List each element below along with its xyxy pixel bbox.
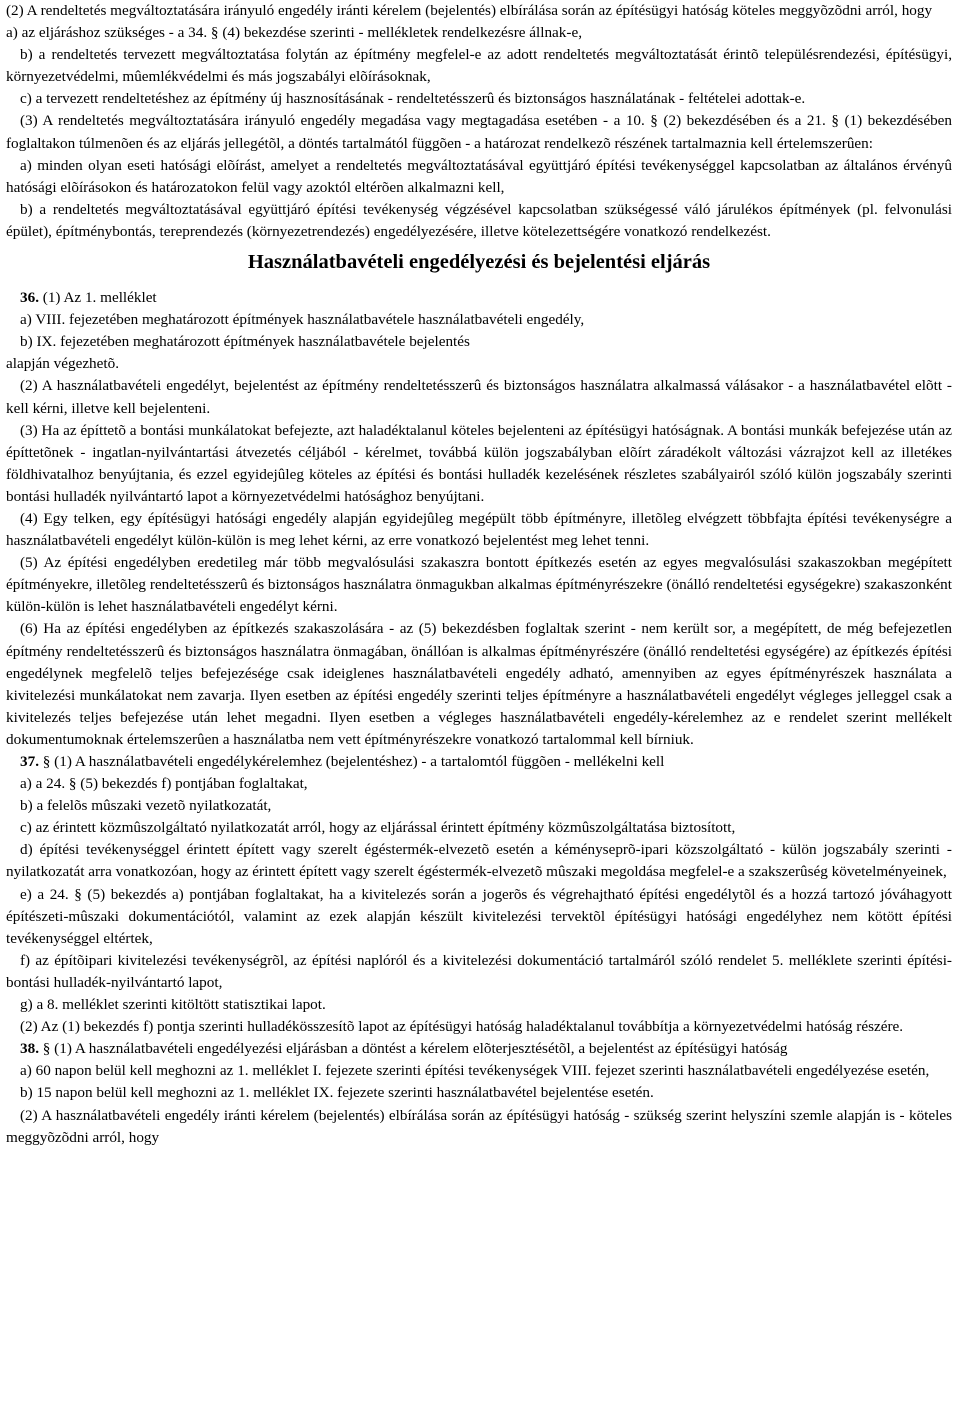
paragraph: (3) Ha az építtetõ a bontási munkálatokat befejezte, azt haladéktalanul köteles bejelenteni az építésügyi hatóságnak. A bontási munkák befejezése után az építtetõnek - ingatlan-nyilvántartási átvezetés céljából - kérelmet, továbbá külön jogszabályban elõírt záradékolt változási vázrajzot kell az illetékes földhivatalhoz benyújtania, és ezzel egyidejûleg köteles az építési és bontási hulladék kezelésének részletes szabályairól szóló külön jogszabály szerinti bontási hulladék nyilvántartó lapot a környezetvédelmi hatósághoz benyújtani.	[6, 421, 952, 505]
paragraph: b) a rendeltetés tervezett megváltoztatása folytán az építmény megfelel-e az adott rendeltetés megváltoztatását érintõ településrendezési, építésügyi, környezetvédelmi, mûemlékvédelmi és más jogszabályi elõírásoknak,	[6, 46, 952, 86]
bottom-section	[6, 287, 952, 1149]
paragraph: (2) A használatbavételi engedélyt, bejelentést az építmény rendeltetésszerû és biztonságos használatra alkalmassá válásakor - a használatbavétel elõtt - kell kérni, illetve kell bejelenteni.	[6, 377, 952, 417]
paragraph	[6, 751, 952, 773]
paragraph	[6, 287, 952, 309]
paragraph	[6, 1038, 952, 1060]
paragraph-text: § (1) A használatbavételi engedélykérelemhez (bejelentéshez) - a tartalomtól függõen - mellékelni kell	[38, 753, 665, 770]
paragraph: a) a 24. § (5) bekezdés f) pontjában foglaltakat,	[20, 775, 308, 793]
paragraph: a) az eljáráshoz szükséges - a 34. § (4) bekezdése szerinti - mellékletek rendelkezésre állnak-e,	[6, 24, 582, 42]
paragraph: (2) Az (1) bekezdés f) pontja szerinti hulladékösszesítõ lapot az építésügyi hatóság haladéktalanul továbbítja a környezetvédelmi hatóság részére.	[20, 1018, 904, 1036]
paragraph: (5) Az építési engedélyben eredetileg már több megvalósulási szakaszra bontott építkezés esetén az egyes megvalósulási szakaszokban megépített építményekre, illetõleg rendeltetésszerû és biztonságos használatra önmagukban alkalmas építményrészekre (önálló rendeltetési egységekre) szakaszonként külön-külön is lehet használatbavételi engedélyt kérni.	[6, 554, 952, 616]
paragraph: e) a 24. § (5) bekezdés a) pontjában foglaltakat, ha a kivitelezés során a jogerõs és végrehajtható építési engedélytõl és a hozzá tartozó jóváhagyott építészeti-mûszaki dokumentációtól, valamint az ezek alapján készült kivitelezési tervektõl építésügyi hatósági engedélyhez nem kötött építési tevékenységgel eltértek,	[6, 885, 952, 947]
paragraph: g) a 8. melléklet szerinti kitöltött statisztikai lapot.	[20, 996, 326, 1014]
paragraph: b) a rendeltetés megváltoztatásával együttjáró építési tevékenység végzésével kapcsolatban szükségessé váló járulékos építmények (pl. felvonulási épület), építménybontás, tereprendezés (környezetrendezés) engedélyezésére, illetve kötelezettségére vonatkozó rendelkezést.	[6, 200, 952, 240]
paragraph: (6) Ha az építési engedélyben az építkezés szakaszolására - az (5) bekezdésben foglaltak szerint - nem került sor, a megépített, de még befejezetlen építmény rendeltetésszerû és biztonságos használatra önmagában, önállóan is alkalmas építményrészére (önálló rendeltetési egységére) az építkezés építési engedélynek megfelelõ teljes befejezésége csak ideiglenes használatbavételi engedély adható, amennyiben az egyes építményrészek használata a kivitelezési munkálatokat nem zavarja. Ilyen esetben az építési engedély szerinti teljes építményre a használatbavételi engedélyt végleges jelleggel csak a kivitelezés teljes befejezése után lehet megadni. Ilyen esetben a végleges használatbavételi engedély-kérelemhez az e rendelet szerint mellékelt dokumentumoknak értelemszerûen a használatba nem vett építményrészekre vonatkozó tartalommal kell bírniuk.	[6, 620, 952, 748]
section-number: 38.	[20, 1040, 39, 1058]
paragraph: (3) A rendeltetés megváltoztatására irányuló engedély megadása vagy megtagadása esetében - a 10. § (2) bekezdésében és a 21. § (1) bekezdésében foglaltakon túlmenõen és az eljárás jellegétõl, a döntés tartalmától függõen - a határozat rendelkezõ részének tartalmaznia kell értelemszerûen:	[6, 112, 952, 152]
paragraph: d) építési tevékenységgel érintett épített vagy szerelt égéstermék-elvezetõ esetén a kéményseprõ-ipari közszolgáltató - külön jogszabály szerinti - nyilatkozatát arra vonatkozóan, hogy az érintett épített vagy szerelt égéstermék-elvezetõ mûszaki megoldása megfelel-e a szakszerûség követelményeinek,	[6, 841, 952, 881]
paragraph: (4) Egy telken, egy építésügyi hatósági engedély alapján egyidejûleg megépült több építményre, illetõleg elvégzett többfajta építési tevékenységre a használatbavételi engedélyt külön-külön is meg lehet kérni, az erre vonatkozó bejelentést meg lehet tenni.	[6, 509, 952, 550]
paragraph-text: § (1) A használatbavételi engedélyezési eljárásban a döntést a kérelem elõterjesztésétõl, a bejelentést az építésügyi hatóság	[38, 1040, 788, 1058]
paragraph: b) 15 napon belül kell meghozni az 1. melléklet IX. fejezete szerinti használatbavétel bejelentése esetén.	[20, 1084, 654, 1102]
paragraph: alapján végezhetõ.	[6, 355, 120, 373]
paragraph: f) az építõipari kivitelezési tevékenységrõl, az építési naplóról és a kivitelezési dokumentáció tartalmáról szóló rendelet 5. melléklete szerinti építési-bontási hulladék-nyilvántartó lapot,	[6, 951, 952, 991]
paragraph: (2) A használatbavételi engedély iránti kérelem (bejelentés) elbírálása során az építésügyi hatóság - szükség szerint helyszíni szemle alapján is - köteles meggyõzõdni arról, hogy	[6, 1106, 952, 1146]
section-heading: Használatbavételi engedélyezési és bejelentési eljárás	[247, 251, 711, 274]
paragraph: c) a tervezett rendeltetéshez az építmény új hasznosításának - rendeltetésszerû és biztonságos használatának - feltételei adottak-e.	[20, 90, 806, 108]
paragraph: c) az érintett közmûszolgáltató nyilatkozatát arról, hogy az eljárással érintett építmény közmûszolgáltatása biztosított,	[20, 819, 736, 837]
paragraph: a) 60 napon belül kell meghozni az 1. melléklet I. fejezete szerinti építési tevékenységek VIII. fejezet szerinti használatbavételi engedélyezése esetén,	[20, 1062, 930, 1080]
section-number: 36.	[20, 289, 39, 307]
top-section	[6, 0, 952, 243]
paragraph: (2) A rendeltetés megváltoztatására irányuló engedély iránti kérelem (bejelentés) elbírálása során az építésügyi hatóság köteles meggyõzõdni arról, hogy	[6, 2, 933, 19]
paragraph-text: (1) Az 1. melléklet	[38, 289, 157, 307]
section-number: 37.	[20, 753, 39, 770]
paragraph: b) a felelõs mûszaki vezetõ nyilatkozatát,	[20, 797, 272, 815]
paragraph: a) minden olyan eseti hatósági elõírást, amelyet a rendeltetés megváltoztatásával együttjáró építési tevékenységgel kapcsolatban az általános érvényû hatósági elõírásokon és határozatokon felül vagy azoktól eltérõen alkalmazni kell,	[6, 156, 952, 196]
paragraph: a) VIII. fejezetében meghatározott építmények használatbavétele használatbavételi engedély,	[20, 311, 585, 329]
paragraph: b) IX. fejezetében meghatározott építmények használatbavétele bejelentés	[20, 333, 470, 351]
